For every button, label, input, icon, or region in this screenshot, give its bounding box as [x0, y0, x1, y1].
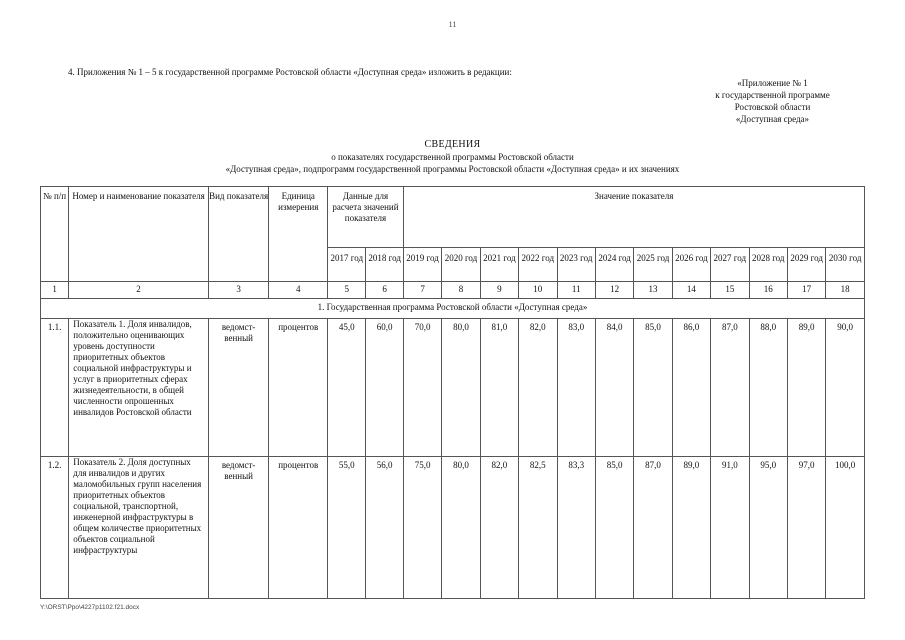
- row-number: 1.1.: [41, 319, 69, 457]
- column-number: 4: [269, 282, 328, 299]
- indicator-name: Показатель 1. Доля инвалидов, положительно оценивающих уровень доступности приоритетных объектов социальной инфраструктуры и услуг в приоритетных сферах жизнедеятельности, в общей численности опрошенных инвалидов Ростовской области: [69, 319, 209, 457]
- indicator-value: 100,0: [826, 457, 865, 599]
- indicator-name: Показатель 2. Доля доступных для инвалидов и других маломобильных групп населения приоритетных объектов социальной, транспортной, инженерной инфраструктуры в общем количестве приоритетных объектов социальной инфраструктуры: [69, 457, 209, 599]
- indicator-value: 60,0: [366, 319, 403, 457]
- year-header: 2021 год: [480, 248, 518, 282]
- indicator-value: 81,0: [480, 319, 518, 457]
- header-base-data: Данные для расчета значений показателя: [328, 187, 404, 248]
- indicators-table: [40, 186, 865, 599]
- column-number: 13: [634, 282, 672, 299]
- indicator-value: 85,0: [634, 319, 672, 457]
- header-values: Значение показателя: [403, 187, 864, 248]
- indicator-value: 84,0: [595, 319, 633, 457]
- indicator-unit: процентов: [269, 319, 328, 457]
- header-type: Вид показателя: [208, 187, 269, 282]
- year-header: 2025 год: [634, 248, 672, 282]
- column-number: 11: [557, 282, 595, 299]
- column-number: 18: [826, 282, 865, 299]
- appendix-line-4: «Доступная среда»: [735, 114, 810, 124]
- column-number: 7: [403, 282, 441, 299]
- column-number: 9: [480, 282, 518, 299]
- indicator-value: 80,0: [442, 319, 480, 457]
- year-header: 2030 год: [826, 248, 865, 282]
- year-header: 2023 год: [557, 248, 595, 282]
- page-number: 11: [448, 20, 457, 29]
- year-header: 2026 год: [672, 248, 710, 282]
- column-number: 8: [442, 282, 480, 299]
- year-header: 2024 год: [595, 248, 633, 282]
- indicator-value: 83,3: [557, 457, 595, 599]
- indicator-value: 87,0: [711, 319, 749, 457]
- header-name: Номер и наименование показателя: [69, 187, 209, 282]
- year-header: 2018 год: [366, 248, 403, 282]
- column-number: 15: [711, 282, 749, 299]
- column-number: 1: [41, 282, 69, 299]
- year-header: 2028 год: [749, 248, 787, 282]
- year-header: 2029 год: [787, 248, 825, 282]
- year-header: 2017 год: [328, 248, 366, 282]
- year-header: 2020 год: [442, 248, 480, 282]
- heading-line-3: «Доступная среда», подпрограмм государственной программы Ростовской области «Доступная среда» и их значениях: [225, 164, 680, 174]
- indicator-unit: процентов: [269, 457, 328, 599]
- column-number: 17: [787, 282, 825, 299]
- appendix-line-2: к государственной программе: [715, 90, 830, 100]
- heading-title: СВЕДЕНИЯ: [424, 139, 481, 150]
- indicator-value: 89,0: [787, 319, 825, 457]
- column-number: 14: [672, 282, 710, 299]
- table-row: [41, 457, 865, 599]
- section-title: 1. Государственная программа Ростовской области «Доступная среда»: [41, 299, 865, 319]
- file-path-footer: Y:\ORST\Ppo\4227p1102.f21.docx: [40, 604, 140, 611]
- indicator-value: 80,0: [442, 457, 480, 599]
- indicator-value: 82,0: [519, 319, 557, 457]
- appendix-label: [690, 77, 855, 125]
- indicator-value: 95,0: [749, 457, 787, 599]
- heading-line-2: о показателях государственной программы Ростовской области: [331, 152, 574, 162]
- column-number: 2: [69, 282, 209, 299]
- header-unit: Единица измерения: [269, 187, 328, 282]
- indicator-value: 86,0: [672, 319, 710, 457]
- appendix-line-1: «Приложение № 1: [737, 78, 808, 88]
- indicator-value: 55,0: [328, 457, 366, 599]
- appendix-line-3: Ростовской области: [734, 102, 811, 112]
- indicator-value: 88,0: [749, 319, 787, 457]
- indicator-value: 56,0: [366, 457, 403, 599]
- table-row: [41, 319, 865, 457]
- indicator-value: 82,0: [480, 457, 518, 599]
- indicator-type: ведомст-венный: [208, 319, 269, 457]
- indicator-value: 83,0: [557, 319, 595, 457]
- column-number: 16: [749, 282, 787, 299]
- column-number: 12: [595, 282, 633, 299]
- indicator-value: 87,0: [634, 457, 672, 599]
- column-number: 5: [328, 282, 366, 299]
- intro-paragraph: 4. Приложения № 1 – 5 к государственной программе Ростовской области «Доступная среда» изложить в редакции:: [68, 67, 512, 77]
- document-heading: [0, 139, 905, 175]
- indicator-value: 85,0: [595, 457, 633, 599]
- indicator-type: ведомст-венный: [208, 457, 269, 599]
- year-header: 2027 год: [711, 248, 749, 282]
- indicator-value: 89,0: [672, 457, 710, 599]
- indicator-value: 45,0: [328, 319, 366, 457]
- indicator-value: 82,5: [519, 457, 557, 599]
- column-number: 6: [366, 282, 403, 299]
- year-header: 2022 год: [519, 248, 557, 282]
- column-number: 3: [208, 282, 269, 299]
- column-numbers-row: [41, 282, 865, 299]
- year-header: 2019 год: [403, 248, 441, 282]
- indicator-value: 75,0: [403, 457, 441, 599]
- indicator-value: 70,0: [403, 319, 441, 457]
- header-no: № п/п: [41, 187, 69, 282]
- indicator-value: 97,0: [787, 457, 825, 599]
- column-number: 10: [519, 282, 557, 299]
- row-number: 1.2.: [41, 457, 69, 599]
- indicator-value: 91,0: [711, 457, 749, 599]
- indicator-value: 90,0: [826, 319, 865, 457]
